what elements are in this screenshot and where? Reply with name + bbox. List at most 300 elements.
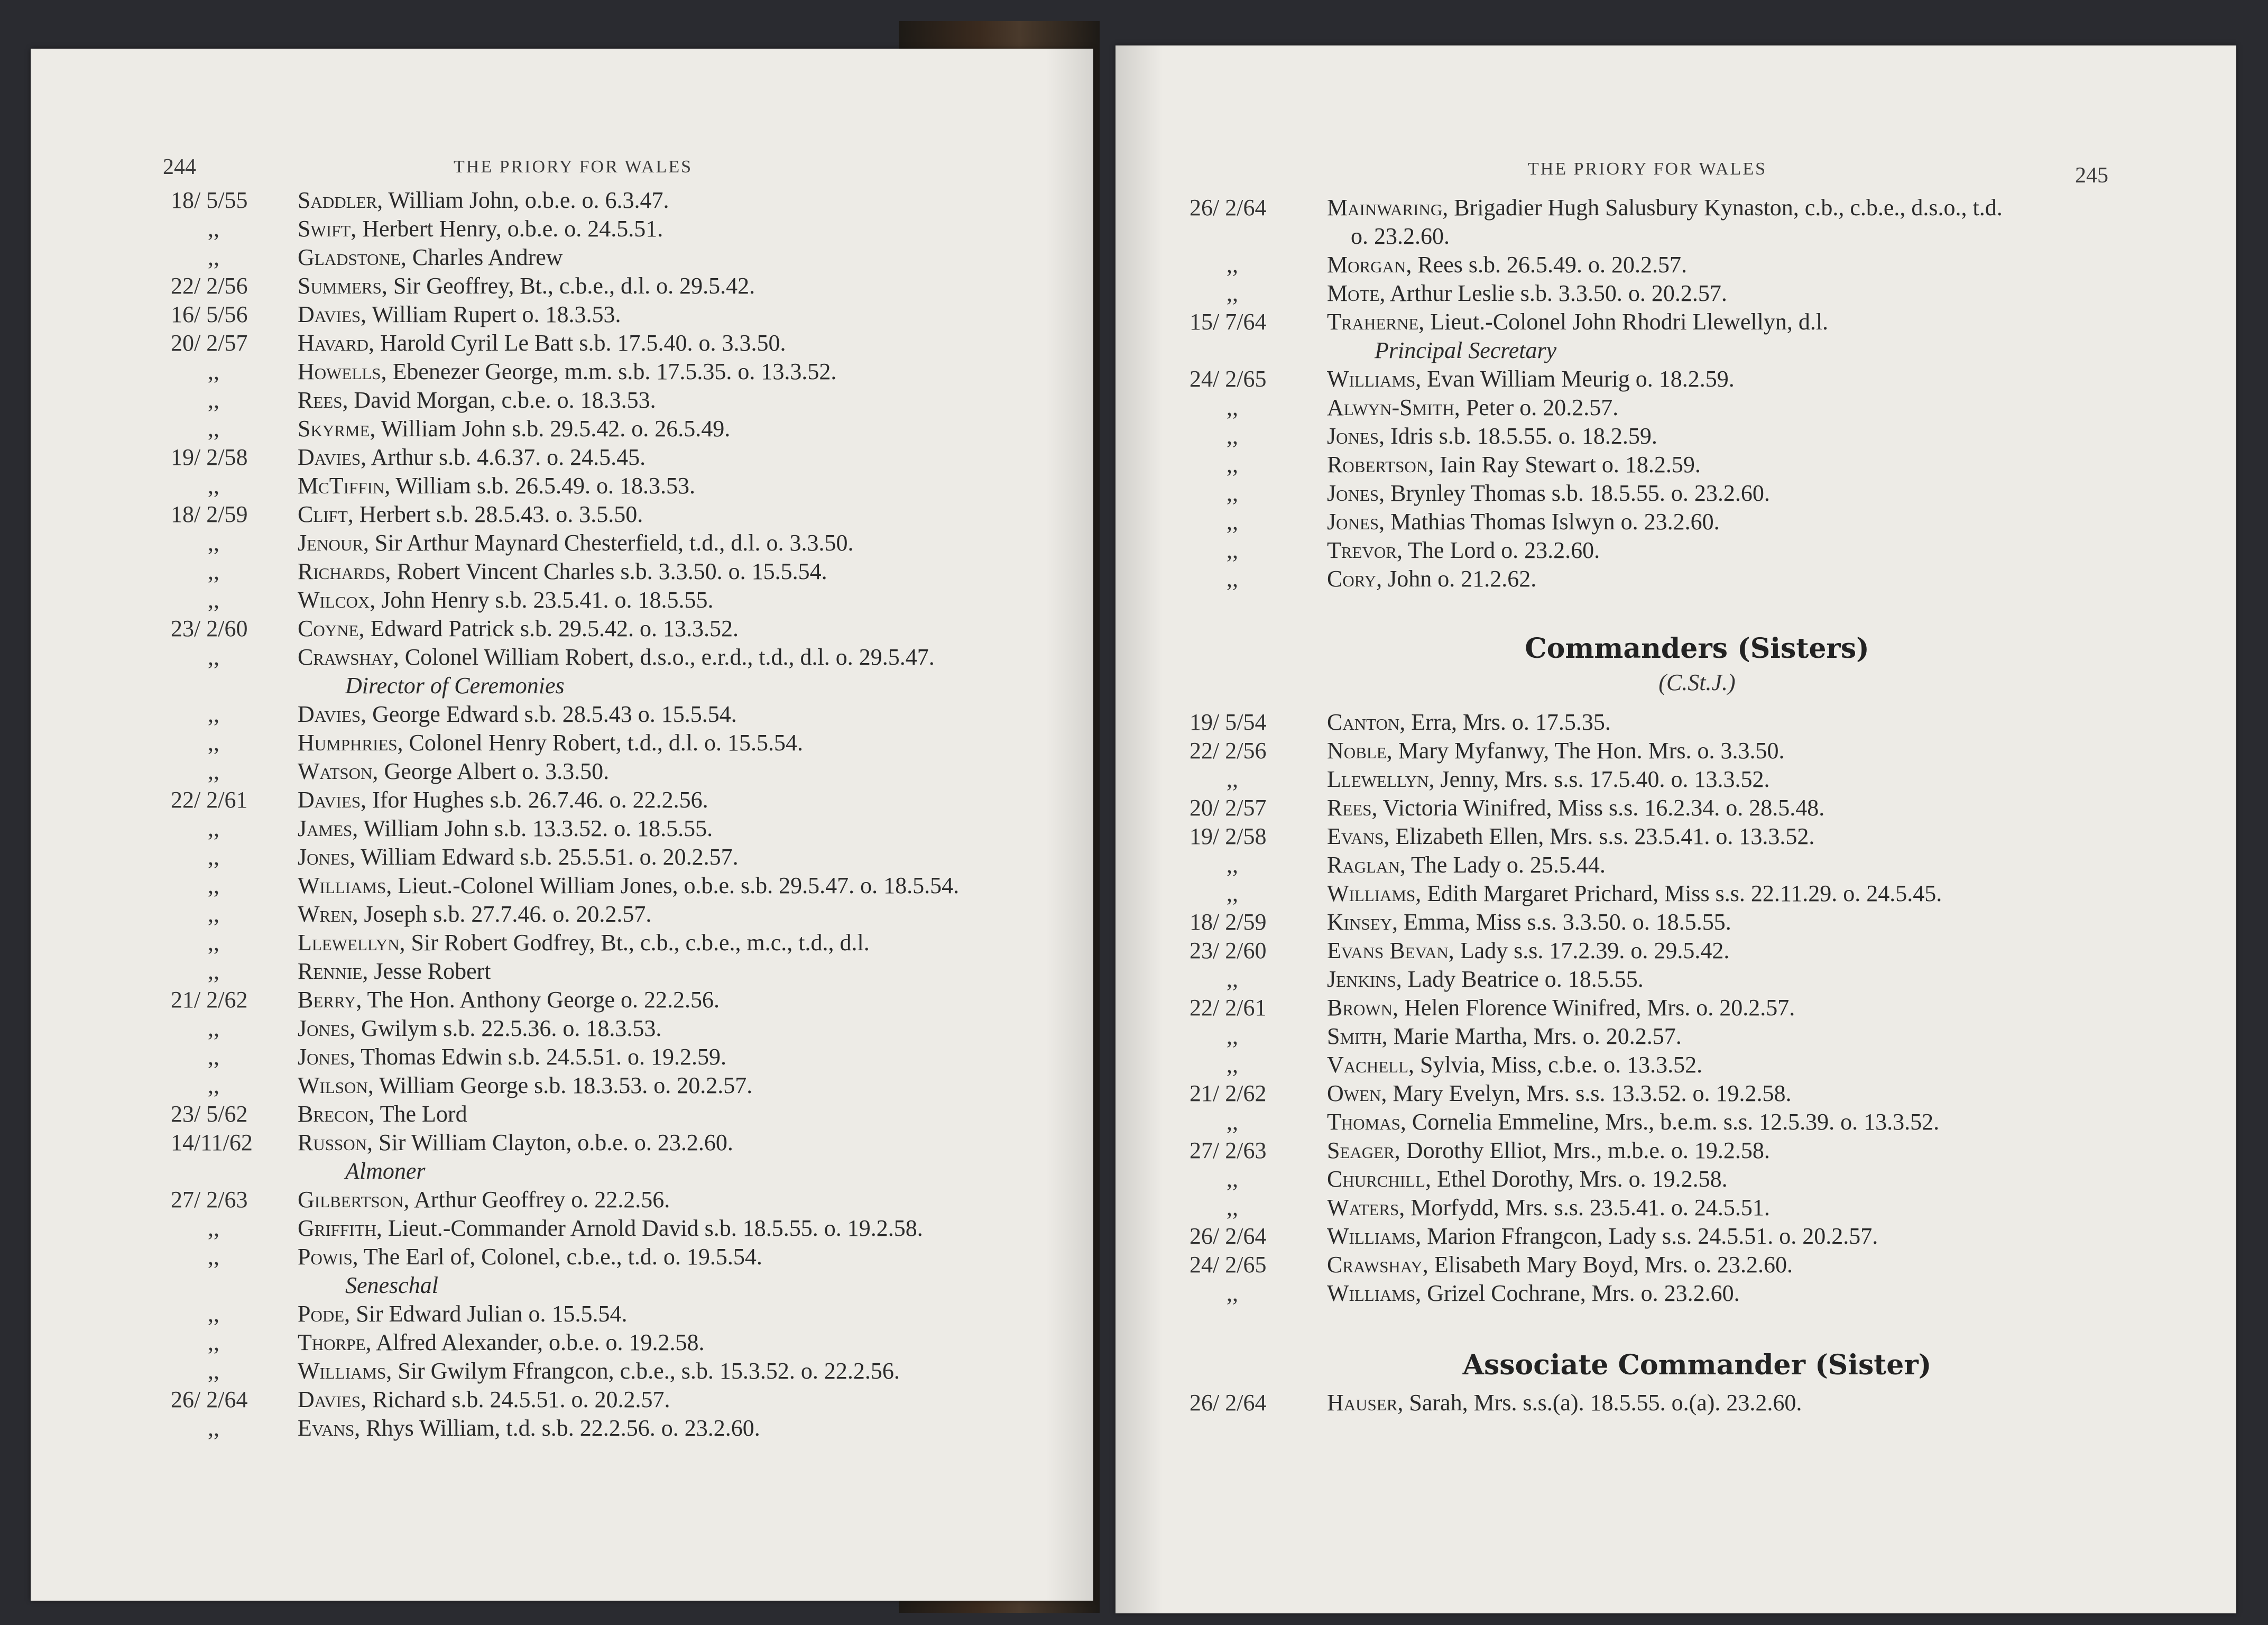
list-item <box>1190 1389 2215 1417</box>
section-heading: Associate Commander (Sister) <box>1462 1349 1932 1381</box>
entry-details: Robert Vincent Charles s.b. 3.3.50. o. 15.5.54. <box>391 558 827 584</box>
entry-text <box>1190 851 2215 879</box>
entry-text <box>1190 479 2215 508</box>
list-item <box>171 1043 1080 1071</box>
entry-surname: Rennie, <box>298 958 368 984</box>
list-item <box>1190 508 2215 536</box>
list-item <box>171 1157 1080 1186</box>
entry-date: 18/ 5/55 <box>171 187 248 213</box>
entry-surname: Davies, <box>298 701 367 727</box>
entry-details: Edith Margaret Prichard, Miss s.s. 22.11.29. o. 24.5.45. <box>1421 880 1942 906</box>
entry-surname: Davies, <box>298 301 367 327</box>
list-item <box>171 1328 1080 1357</box>
entry-surname: Crawshay, <box>1327 1252 1428 1278</box>
entry-date: ,, <box>1227 1109 1238 1135</box>
entry-details: Arthur Leslie s.b. 3.3.50. o. 20.2.57. <box>1385 280 1727 306</box>
entry-list <box>171 186 1080 1443</box>
entry-details: Colonel William Robert, d.s.o., e.r.d., t.d., d.l. o. 29.5.47. <box>399 644 935 670</box>
entry-date: ,, <box>1227 452 1238 478</box>
entry-date: 26/ 2/64 <box>1190 1223 1267 1249</box>
list-item <box>171 1300 1080 1328</box>
entry-details: The Lady o. 25.5.44. <box>1405 852 1606 878</box>
entry-text <box>171 272 1080 300</box>
entry-details: Cornelia Emmeline, Mrs., b.e.m. s.s. 12.5.39. o. 13.3.52. <box>1406 1109 1940 1135</box>
entry-details: Sir Robert Godfrey, Bt., c.b., c.b.e., m.c., t.d., d.l. <box>405 930 870 956</box>
list-item <box>1190 908 2215 937</box>
entry-text <box>171 929 1080 957</box>
entry-text <box>1190 565 2215 593</box>
entry-details: Arthur Geoffrey o. 22.2.56. <box>409 1187 670 1213</box>
entry-text <box>1190 708 2215 737</box>
entry-details: Jesse Robert <box>368 958 491 984</box>
entry-details: Ethel Dorothy, Mrs. o. 19.2.58. <box>1431 1166 1728 1192</box>
entry-details: William John s.b. 13.3.52. o. 18.5.55. <box>358 815 713 841</box>
entry-surname: Hauser, <box>1327 1390 1404 1416</box>
entry-surname: Kinsey, <box>1327 909 1398 935</box>
list-item <box>171 957 1080 986</box>
entry-details: Grizel Cochrane, Mrs. o. 23.2.60. <box>1421 1280 1740 1306</box>
entry-surname: Jones, <box>1327 509 1385 535</box>
entry-details: The Lord <box>374 1101 467 1127</box>
entry-date: ,, <box>208 1244 219 1270</box>
entry-text <box>171 871 1080 900</box>
entry-details: Idris s.b. 18.5.55. o. 18.2.59. <box>1385 423 1657 449</box>
entry-text <box>171 357 1080 386</box>
entry-date: ,, <box>208 730 219 756</box>
entry-date: ,, <box>208 1358 219 1384</box>
entry-text <box>1190 279 2215 308</box>
entry-date: ,, <box>1227 1023 1238 1049</box>
entry-details: John o. 21.2.62. <box>1382 566 1537 592</box>
entry-date: 22/ 2/56 <box>171 273 248 299</box>
entry-text <box>171 900 1080 929</box>
entry-date: ,, <box>208 1215 219 1241</box>
entry-date: 18/ 2/59 <box>1190 909 1267 935</box>
entry-text <box>1190 822 2215 851</box>
entry-details: Lieut.-Commander Arnold David s.b. 18.5.55. o. 19.2.58. <box>382 1215 923 1241</box>
entry-date: ,, <box>1227 509 1238 535</box>
list-item <box>171 1357 1080 1385</box>
entry-surname: Morgan, <box>1327 252 1412 278</box>
entry-surname: Summers, <box>298 273 388 299</box>
entry-details: William John s.b. 29.5.42. o. 26.5.49. <box>375 416 731 442</box>
office-title: Almoner <box>345 1158 426 1184</box>
list-item <box>1190 565 2215 593</box>
entry-surname: Jenour, <box>298 530 369 556</box>
entry-details: Marion Ffrangcon, Lady s.s. 24.5.51. o. 20.2.57. <box>1421 1223 1878 1249</box>
entry-text <box>1190 251 2215 279</box>
entry-text <box>1190 879 2215 908</box>
list-item <box>171 1100 1080 1128</box>
entry-details: Jenny, Mrs. s.s. 17.5.40. o. 13.3.52. <box>1434 766 1770 792</box>
entry-surname: Crawshay, <box>298 644 399 670</box>
entry-surname: Seager, <box>1327 1137 1400 1163</box>
entry-text <box>1190 1079 2215 1108</box>
list-item <box>1190 222 2215 251</box>
list-item <box>1190 822 2215 851</box>
entry-details: John Henry s.b. 23.5.41. o. 18.5.55. <box>375 587 714 613</box>
entry-text <box>1190 1193 2215 1222</box>
entry-date: 20/ 2/57 <box>1190 795 1267 821</box>
entry-text <box>171 329 1080 357</box>
list-item <box>171 1071 1080 1100</box>
entry-surname: Powis, <box>298 1244 358 1270</box>
entry-text <box>171 614 1080 643</box>
entry-details: William George s.b. 18.3.53. o. 20.2.57. <box>373 1072 753 1098</box>
entry-surname: Raglan, <box>1327 852 1406 878</box>
entry-text <box>1190 1222 2215 1251</box>
entry-text <box>171 215 1080 243</box>
entry-date: ,, <box>208 1329 219 1355</box>
entry-details: The Earl of, Colonel, c.b.e., t.d. o. 19.5.54. <box>358 1244 762 1270</box>
list-item <box>171 672 1080 700</box>
entry-details: Richard s.b. 24.5.51. o. 20.2.57. <box>366 1387 670 1412</box>
entry-text <box>1190 308 2215 336</box>
list-item <box>1190 1251 2215 1279</box>
entry-surname: Skyrme, <box>298 416 376 442</box>
entry-text <box>171 1128 1080 1157</box>
entry-surname: Evans, <box>1327 823 1390 849</box>
entry-surname: Davies, <box>298 444 367 470</box>
entry-text <box>1190 1022 2215 1051</box>
entry-text <box>171 814 1080 843</box>
entry-surname: Vachell, <box>1327 1052 1415 1078</box>
entry-text <box>1190 794 2215 822</box>
entry-surname: Mainwaring, <box>1327 195 1449 221</box>
entry-surname: Canton, <box>1327 709 1406 735</box>
list-item <box>171 786 1080 814</box>
entry-surname: Wilson, <box>298 1072 374 1098</box>
entry-list <box>1190 194 2215 593</box>
entry-date: ,, <box>208 958 219 984</box>
entry-details: Rees s.b. 26.5.49. o. 20.2.57. <box>1412 252 1688 278</box>
office-title: Principal Secretary <box>1375 337 1557 363</box>
entry-surname: Havard, <box>298 330 375 356</box>
entry-date: ,, <box>208 530 219 556</box>
entry-details: David Morgan, c.b.e. o. 18.3.53. <box>348 387 656 413</box>
entry-text <box>171 986 1080 1014</box>
entry-details: Marie Martha, Mrs. o. 20.2.57. <box>1387 1023 1682 1049</box>
list-item <box>1190 851 2215 879</box>
entry-date: ,, <box>208 244 219 270</box>
entry-text <box>1190 1251 2215 1279</box>
list-item <box>171 843 1080 871</box>
entry-date: 22/ 2/61 <box>1190 995 1267 1021</box>
entry-date: ,, <box>208 416 219 442</box>
entry-details: William Rupert o. 18.3.53. <box>366 301 621 327</box>
entry-surname: Clift, <box>298 501 354 527</box>
entry-details: Sir William Clayton, o.b.e. o. 23.2.60. <box>373 1130 733 1155</box>
entry-surname: Robertson, <box>1327 452 1434 478</box>
list-item <box>171 900 1080 929</box>
entry-date: ,, <box>1227 880 1238 906</box>
entry-date: ,, <box>1227 966 1238 992</box>
entry-details: Morfydd, Mrs. s.s. 23.5.41. o. 24.5.51. <box>1405 1195 1770 1220</box>
entry-text <box>1190 393 2215 422</box>
list-item <box>1190 994 2215 1022</box>
entry-date: ,, <box>208 1044 219 1070</box>
list-item <box>171 357 1080 386</box>
entry-text <box>171 529 1080 557</box>
entry-date: ,, <box>1227 394 1238 420</box>
entry-text <box>1190 451 2215 479</box>
entry-date: 22/ 2/61 <box>171 787 248 813</box>
entry-surname: Mote, <box>1327 280 1386 306</box>
entry-surname: Trevor, <box>1327 537 1403 563</box>
entry-surname: McTiffin, <box>298 473 391 499</box>
entry-surname: Brecon, <box>298 1101 375 1127</box>
list-item <box>171 986 1080 1014</box>
list-item <box>171 243 1080 272</box>
entry-details: Harold Cyril Le Batt s.b. 17.5.40. o. 3.3.50. <box>374 330 786 356</box>
entry-details: Charles Andrew <box>406 244 563 270</box>
entry-details: Thomas Edwin s.b. 24.5.51. o. 19.2.59. <box>355 1044 727 1070</box>
list-item <box>1190 422 2215 451</box>
entry-text <box>1190 1108 2215 1136</box>
list-item <box>1190 1165 2215 1193</box>
list-item <box>1190 737 2215 765</box>
list-item <box>1190 1022 2215 1051</box>
entry-details: Elisabeth Mary Boyd, Mrs. o. 23.2.60. <box>1428 1252 1793 1278</box>
entry-details: Sir Gwilym Ffrangcon, c.b.e., s.b. 15.3.52. o. 22.2.56. <box>392 1358 900 1384</box>
entry-surname: Williams, <box>1327 1223 1422 1249</box>
entry-date: 26/ 2/64 <box>1190 195 1267 221</box>
entry-surname: Evans Bevan, <box>1327 938 1454 963</box>
entry-details: Ebenezer George, m.m. s.b. 17.5.35. o. 13.3.52. <box>386 359 837 384</box>
entry-text <box>1190 965 2215 994</box>
entry-date: ,, <box>208 359 219 384</box>
entry-text <box>1190 422 2215 451</box>
office-title: Seneschal <box>345 1272 438 1298</box>
left-page <box>31 49 1093 1601</box>
list-item <box>171 757 1080 786</box>
entry-details: Dorothy Elliot, Mrs., m.b.e. o. 19.2.58. <box>1400 1137 1770 1163</box>
entry-details: Sylvia, Miss, c.b.e. o. 13.3.52. <box>1414 1052 1703 1078</box>
list-item <box>171 1414 1080 1443</box>
entry-date: 20/ 2/57 <box>171 330 248 356</box>
list-item <box>171 729 1080 757</box>
list-item <box>171 643 1080 672</box>
entry-text <box>1190 1165 2215 1193</box>
entry-text <box>1190 994 2215 1022</box>
entry-surname: Evans, <box>298 1415 361 1441</box>
entry-date: ,, <box>1227 1052 1238 1078</box>
entry-details: Mary Myfanwy, The Hon. Mrs. o. 3.3.50. <box>1392 738 1785 764</box>
entry-surname: Jenkins, <box>1327 966 1402 992</box>
entry-surname: Williams, <box>1327 366 1422 392</box>
entry-details: Victoria Winifred, Miss s.s. 16.2.34. o. 28.5.48. <box>1377 795 1825 821</box>
entry-date: ,, <box>208 644 219 670</box>
list-item <box>1190 708 2215 737</box>
list-item <box>1190 1136 2215 1165</box>
entry-text <box>1190 908 2215 937</box>
entry-surname: Wilcox, <box>298 587 376 613</box>
section-heading: Commanders (Sisters) <box>1525 632 1869 665</box>
entry-date: ,, <box>208 1072 219 1098</box>
entry-text <box>1190 194 2215 222</box>
list-item <box>171 871 1080 900</box>
list-item <box>1190 1108 2215 1136</box>
entry-date: 23/ 2/60 <box>1190 938 1267 963</box>
entry-text <box>1190 536 2215 565</box>
entry-details: Brigadier Hugh Salusbury Kynaston, c.b., c.b.e., d.s.o., t.d. <box>1448 195 2003 221</box>
entry-text <box>171 1071 1080 1100</box>
entry-text <box>171 1214 1080 1243</box>
list-item <box>1190 1051 2215 1079</box>
list-item <box>1190 1193 2215 1222</box>
list-item <box>1190 1279 2215 1308</box>
list-item <box>171 386 1080 415</box>
entry-details: William John, o.b.e. o. 6.3.47. <box>383 187 669 213</box>
entry-surname: Gilbertson, <box>298 1187 410 1213</box>
entry-details: The Lord o. 23.2.60. <box>1402 537 1600 563</box>
entry-date: ,, <box>208 387 219 413</box>
entry-text <box>171 472 1080 500</box>
list-item <box>1190 308 2215 336</box>
entry-surname: Llewellyn, <box>1327 766 1435 792</box>
entry-surname: Williams, <box>298 1358 392 1384</box>
entry-details: Lieut.-Colonel John Rhodri Llewellyn, d.l. <box>1424 309 1829 335</box>
entry-text <box>1190 737 2215 765</box>
list-item <box>171 557 1080 586</box>
entry-date: ,, <box>208 558 219 584</box>
list-item <box>171 529 1080 557</box>
entry-surname: Owen, <box>1327 1080 1387 1106</box>
entry-surname: Williams, <box>1327 1280 1422 1306</box>
list-item <box>1190 879 2215 908</box>
entry-date: 16/ 5/56 <box>171 301 248 327</box>
list-item <box>171 586 1080 614</box>
entry-surname: Davies, <box>298 787 367 813</box>
entry-text <box>171 500 1080 529</box>
list-item <box>171 443 1080 472</box>
entry-date: ,, <box>1227 566 1238 592</box>
entry-surname: Humphries, <box>298 730 403 756</box>
entry-surname: Williams, <box>1327 880 1422 906</box>
entry-text <box>171 443 1080 472</box>
entry-date: ,, <box>208 1015 219 1041</box>
entry-surname: Jones, <box>298 1015 356 1041</box>
entry-text <box>171 1043 1080 1071</box>
entry-text <box>171 786 1080 814</box>
list-item <box>1190 336 2215 365</box>
entry-details: Lieut.-Colonel William Jones, o.b.e. s.b. 29.5.47. o. 18.5.54. <box>392 873 960 898</box>
list-item <box>1190 536 2215 565</box>
entry-surname: Gladstone, <box>298 244 407 270</box>
entry-details: Emma, Miss s.s. 3.3.50. o. 18.5.55. <box>1398 909 1731 935</box>
entry-details: Gwilym s.b. 22.5.36. o. 18.3.53. <box>355 1015 662 1041</box>
list-item <box>171 472 1080 500</box>
entry-date: ,, <box>208 1415 219 1441</box>
entry-text <box>171 843 1080 871</box>
entry-surname: Thorpe, <box>298 1329 372 1355</box>
entry-surname: Jones, <box>1327 423 1385 449</box>
entry-surname: Cory, <box>1327 566 1382 592</box>
list-item <box>171 215 1080 243</box>
entry-details: Mathias Thomas Islwyn o. 23.2.60. <box>1385 509 1720 535</box>
entry-details: Herbert Henry, o.b.e. o. 24.5.51. <box>356 216 663 242</box>
entry-text <box>171 300 1080 329</box>
list-item <box>1190 937 2215 965</box>
entry-surname: Churchill, <box>1327 1166 1432 1192</box>
entry-surname: Rees, <box>298 387 348 413</box>
entry-text <box>1190 765 2215 794</box>
entry-date: 15/ 7/64 <box>1190 309 1267 335</box>
entry-date: 14/11/62 <box>171 1130 253 1155</box>
entry-text <box>171 1328 1080 1357</box>
entry-date: 26/ 2/64 <box>1190 1390 1267 1416</box>
entry-date: 19/ 2/58 <box>171 444 248 470</box>
running-head: THE PRIORY FOR WALES <box>1528 159 1767 179</box>
list-item <box>171 1128 1080 1157</box>
running-head: THE PRIORY FOR WALES <box>454 157 693 177</box>
entry-surname: Russon, <box>298 1130 373 1155</box>
entry-date: ,, <box>1227 537 1238 563</box>
list-item <box>1190 1222 2215 1251</box>
entry-date: ,, <box>1227 1195 1238 1220</box>
entry-text <box>1190 1279 2215 1308</box>
entry-text <box>171 243 1080 272</box>
entry-surname: Richards, <box>298 558 391 584</box>
entry-text <box>171 586 1080 614</box>
entry-details: Colonel Henry Robert, t.d., d.l. o. 15.5.54. <box>403 730 804 756</box>
list-item <box>1190 365 2215 393</box>
entry-date: 22/ 2/56 <box>1190 738 1267 764</box>
entry-surname: Watson, <box>298 758 379 784</box>
section-commanders <box>1190 632 2205 696</box>
entry-surname: Davies, <box>298 1387 367 1412</box>
entry-date: 23/ 2/60 <box>171 616 248 641</box>
entry-continuation: o. 23.2.60. <box>1351 223 1450 249</box>
list-item <box>171 186 1080 215</box>
entry-date: 21/ 2/62 <box>1190 1080 1267 1106</box>
entry-date: 24/ 2/65 <box>1190 366 1267 392</box>
entry-surname: Wren, <box>298 901 358 927</box>
entry-surname: Rees, <box>1327 795 1378 821</box>
entry-text <box>1190 1136 2215 1165</box>
list-item <box>1190 251 2215 279</box>
entry-text <box>171 1300 1080 1328</box>
entry-text <box>171 1385 1080 1414</box>
entry-details: Edward Patrick s.b. 29.5.42. o. 13.3.52. <box>364 616 739 641</box>
entry-details: William s.b. 26.5.49. o. 18.3.53. <box>390 473 695 499</box>
entry-surname: Jones, <box>298 844 356 870</box>
entry-surname: Noble, <box>1327 738 1393 764</box>
list-item <box>1190 794 2215 822</box>
entry-surname: Waters, <box>1327 1195 1405 1220</box>
entry-details: Lady s.s. 17.2.39. o. 29.5.42. <box>1454 938 1730 963</box>
list-item <box>171 1243 1080 1271</box>
entry-date: 19/ 2/58 <box>1190 823 1267 849</box>
entry-date: ,, <box>1227 280 1238 306</box>
entry-surname: Saddler, <box>298 187 383 213</box>
entry-details: Peter o. 20.2.57. <box>1460 394 1619 420</box>
entry-date: ,, <box>1227 852 1238 878</box>
entry-details: Erra, Mrs. o. 17.5.35. <box>1405 709 1611 735</box>
entry-surname: Thomas, <box>1327 1109 1406 1135</box>
entry-surname: Howells, <box>298 359 387 384</box>
entry-details: William Edward s.b. 25.5.51. o. 20.2.57. <box>355 844 739 870</box>
right-page <box>1115 45 2236 1613</box>
entry-surname: Traherne, <box>1327 309 1425 335</box>
entry-text <box>171 1414 1080 1443</box>
list-item <box>171 700 1080 729</box>
entry-details: George Albert o. 3.3.50. <box>378 758 610 784</box>
list-item <box>1190 479 2215 508</box>
entry-date: 24/ 2/65 <box>1190 1252 1267 1278</box>
commanders-entry-list <box>1190 708 2215 1308</box>
office-title: Director of Ceremonies <box>345 673 565 699</box>
